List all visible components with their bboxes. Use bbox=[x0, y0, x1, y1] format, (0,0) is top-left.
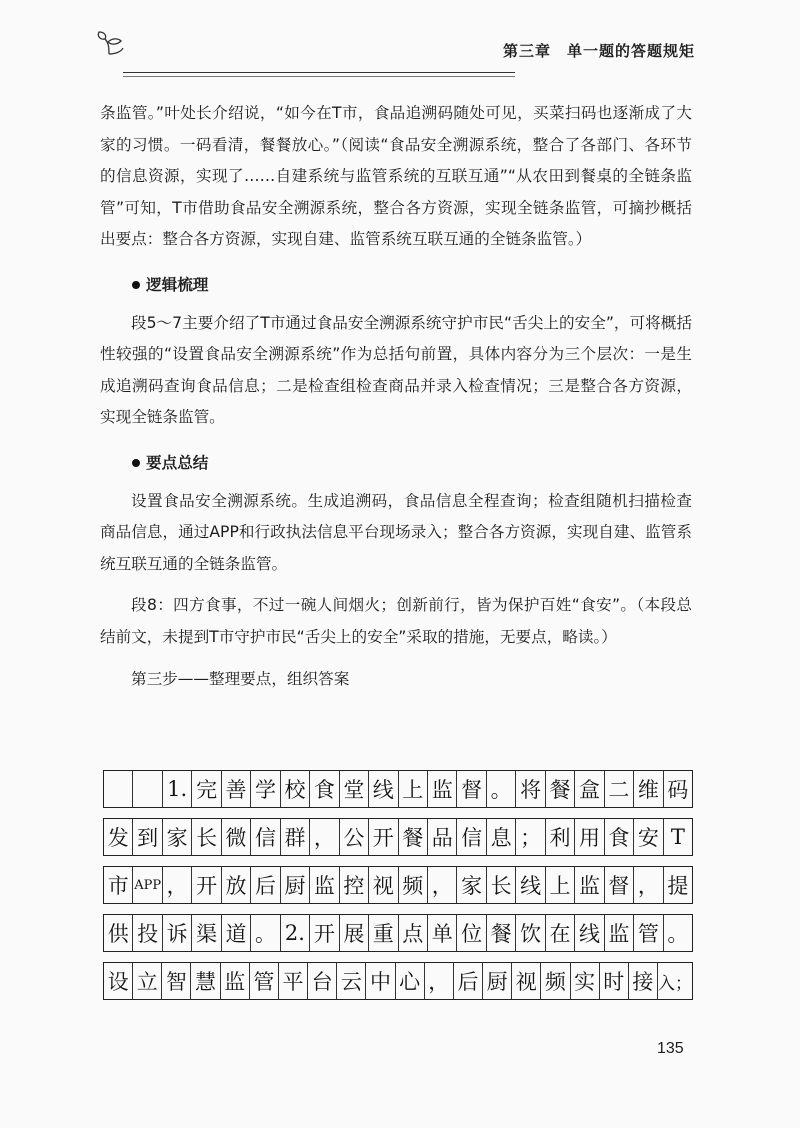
grid-cell: 供 bbox=[104, 915, 133, 951]
grid-cell: 平 bbox=[279, 963, 308, 999]
header-rule bbox=[123, 72, 515, 73]
grid-cell: 2. bbox=[281, 915, 310, 951]
grid-cell: 安 bbox=[634, 819, 663, 855]
grid-cell: 堂 bbox=[340, 771, 369, 807]
grid-row bbox=[103, 866, 693, 904]
grid-cell: 台 bbox=[308, 963, 337, 999]
grid-cell: 饮 bbox=[516, 915, 545, 951]
grid-cell: APP bbox=[133, 867, 162, 903]
grid-cell: 诉 bbox=[163, 915, 192, 951]
grid-cell: T bbox=[670, 825, 685, 849]
grid-cell: 频 bbox=[541, 963, 570, 999]
grid-cell: 厨 bbox=[483, 963, 512, 999]
grid-cell: 信 bbox=[457, 819, 486, 855]
grid-cell: 信 bbox=[251, 819, 280, 855]
grid-cell: 控 bbox=[340, 867, 369, 903]
grid-cell: 线 bbox=[516, 867, 545, 903]
grid-cell: 监 bbox=[310, 867, 339, 903]
sprout-icon bbox=[95, 30, 125, 56]
grid-cell: 餐 bbox=[546, 771, 575, 807]
grid-cell: 长 bbox=[192, 819, 221, 855]
grid-cell bbox=[104, 771, 133, 807]
grid-cell: 。 bbox=[251, 915, 280, 951]
bullet-dot-icon bbox=[132, 459, 140, 467]
grid-row bbox=[103, 818, 693, 856]
bullet-label: 逻辑梳理 bbox=[146, 275, 209, 294]
grid-cell: 用 bbox=[575, 819, 604, 855]
grid-cell: 到 bbox=[133, 819, 162, 855]
grid-cell: 在 bbox=[546, 915, 575, 951]
grid-cell: 群 bbox=[281, 819, 310, 855]
grid-cell: 频 bbox=[399, 867, 428, 903]
page-body bbox=[100, 98, 692, 695]
grid-cell: 家 bbox=[457, 867, 486, 903]
grid-cell: 心 bbox=[396, 963, 425, 999]
grid-cell: 码 bbox=[667, 778, 689, 802]
bullet-heading-logic bbox=[132, 270, 692, 302]
grid-cell: ， bbox=[163, 867, 192, 903]
grid-cell: 品 bbox=[428, 819, 457, 855]
grid-cell: 食 bbox=[605, 819, 634, 855]
paragraph-2: 段5～7主要介绍了T市通过食品安全溯源系统守护市民“舌尖上的安全”，可将概括性较强的“设置食品安全溯源系统”作为总括句前置，具体内容分为三个层次：一是生成追溯码查询食品信息；二是检查组检查商品并录入检查情况；三是整合各方资源，实现全链条监管。 bbox=[100, 313, 692, 427]
grid-cell: 监 bbox=[575, 867, 604, 903]
grid-cell: 放 bbox=[222, 867, 251, 903]
grid-cell: 将 bbox=[516, 771, 545, 807]
grid-row bbox=[103, 770, 693, 808]
grid-cell: 食 bbox=[310, 771, 339, 807]
grid-cell: 学 bbox=[251, 771, 280, 807]
grid-cell: 重 bbox=[369, 915, 398, 951]
grid-cell: 监 bbox=[428, 771, 457, 807]
grid-cell: 管 bbox=[634, 915, 663, 951]
step-heading: 第三步——整理要点，组织答案 bbox=[131, 669, 350, 688]
grid-cell: 渠 bbox=[192, 915, 221, 951]
grid-cell: 二 bbox=[605, 771, 634, 807]
grid-cell: 盒 bbox=[575, 771, 604, 807]
grid-cell: 后 bbox=[454, 963, 483, 999]
grid-cell: 入； bbox=[657, 973, 692, 994]
grid-cell: 餐 bbox=[487, 915, 516, 951]
grid-cell: 线 bbox=[369, 771, 398, 807]
grid-cell: 视 bbox=[512, 963, 541, 999]
grid-cell: 实 bbox=[571, 963, 600, 999]
grid-cell: 发 bbox=[104, 819, 133, 855]
grid-cell: 上 bbox=[546, 867, 575, 903]
grid-cell: 立 bbox=[133, 963, 162, 999]
grid-cell: 1. bbox=[163, 771, 192, 807]
grid-cell: 监 bbox=[221, 963, 250, 999]
grid-cell: 市 bbox=[104, 867, 133, 903]
grid-cell: 提 bbox=[667, 874, 689, 898]
grid-cell: ， bbox=[428, 867, 457, 903]
grid-cell: 开 bbox=[310, 915, 339, 951]
grid-cell: 餐 bbox=[399, 819, 428, 855]
grid-cell: 位 bbox=[457, 915, 486, 951]
grid-cell: 。 bbox=[667, 922, 689, 946]
grid-cell: 长 bbox=[487, 867, 516, 903]
grid-cell: 单 bbox=[428, 915, 457, 951]
grid-cell: 设 bbox=[104, 963, 133, 999]
grid-row bbox=[103, 914, 693, 952]
grid-cell: 投 bbox=[133, 915, 162, 951]
grid-cell: ， bbox=[425, 963, 454, 999]
grid-cell: ； bbox=[516, 819, 545, 855]
grid-cell: 完 bbox=[192, 771, 221, 807]
paragraph-3: 设置食品安全溯源系统。生成追溯码，食品信息全程查询；检查组随机扫描检查商品信息，通过APP和行政执法信息平台现场录入；整合各方资源，实现自建、监管系统互联互通的全链条监管。 bbox=[100, 491, 692, 573]
grid-cell: 微 bbox=[222, 819, 251, 855]
bullet-heading-summary bbox=[132, 448, 692, 480]
grid-cell: 维 bbox=[634, 771, 663, 807]
grid-cell: 。 bbox=[487, 771, 516, 807]
grid-cell: 道 bbox=[222, 915, 251, 951]
page-number: 135 bbox=[657, 1040, 684, 1057]
grid-cell: 开 bbox=[369, 819, 398, 855]
grid-cell: 校 bbox=[281, 771, 310, 807]
paragraph-4: 段8：四方食事，不过一碗人间烟火；创新前行，皆为保护百姓“食安”。（本段总结前文，未提到T市守护市民“舌尖上的安全”采取的措施，无要点，略读。） bbox=[100, 596, 692, 646]
grid-cell: 家 bbox=[163, 819, 192, 855]
grid-cell: ， bbox=[310, 819, 339, 855]
grid-cell: 善 bbox=[222, 771, 251, 807]
paragraph-1: 条监管。”叶处长介绍说，“如今在T市，食品追溯码随处可见，买菜扫码也逐渐成了大家的习惯。一码看清，餐餐放心。”（阅读“食品安全溯源系统，整合了各部门、各环节的信息资源，实现了……自建系统与监管系统的互联互通”“从农田到餐桌的全链条监管”可知，T市借助食品安全溯源系统，整合各方资源，实现全链条监管，可摘抄概括出要点：整合各方资源，实现自建、监管系统互联互通的全链条监管。） bbox=[100, 104, 692, 249]
grid-cell: 智 bbox=[162, 963, 191, 999]
grid-cell: 开 bbox=[192, 867, 221, 903]
grid-cell: 线 bbox=[575, 915, 604, 951]
grid-cell: 公 bbox=[340, 819, 369, 855]
grid-cell: 中 bbox=[366, 963, 395, 999]
header-rule-thin bbox=[123, 76, 515, 77]
grid-cell: 点 bbox=[399, 915, 428, 951]
grid-cell bbox=[133, 771, 162, 807]
grid-cell: 息 bbox=[487, 819, 516, 855]
bullet-label: 要点总结 bbox=[146, 453, 209, 472]
grid-cell: 展 bbox=[340, 915, 369, 951]
grid-cell: 督 bbox=[605, 867, 634, 903]
grid-cell: 时 bbox=[600, 963, 629, 999]
bullet-dot-icon bbox=[132, 281, 140, 289]
answer-grid bbox=[103, 770, 693, 1010]
grid-cell: 接 bbox=[629, 963, 658, 999]
grid-cell: 视 bbox=[369, 867, 398, 903]
grid-row bbox=[103, 962, 693, 1000]
grid-cell: 慧 bbox=[191, 963, 220, 999]
grid-cell: ， bbox=[634, 867, 663, 903]
grid-cell: 利 bbox=[546, 819, 575, 855]
grid-cell: 后 bbox=[251, 867, 280, 903]
running-header bbox=[95, 26, 695, 70]
grid-cell: 督 bbox=[457, 771, 486, 807]
chapter-title: 第三章 单一题的答题规矩 bbox=[502, 42, 695, 60]
grid-cell: 云 bbox=[337, 963, 366, 999]
grid-cell: 厨 bbox=[281, 867, 310, 903]
grid-cell: 上 bbox=[399, 771, 428, 807]
grid-cell: 监 bbox=[605, 915, 634, 951]
grid-cell: 管 bbox=[250, 963, 279, 999]
